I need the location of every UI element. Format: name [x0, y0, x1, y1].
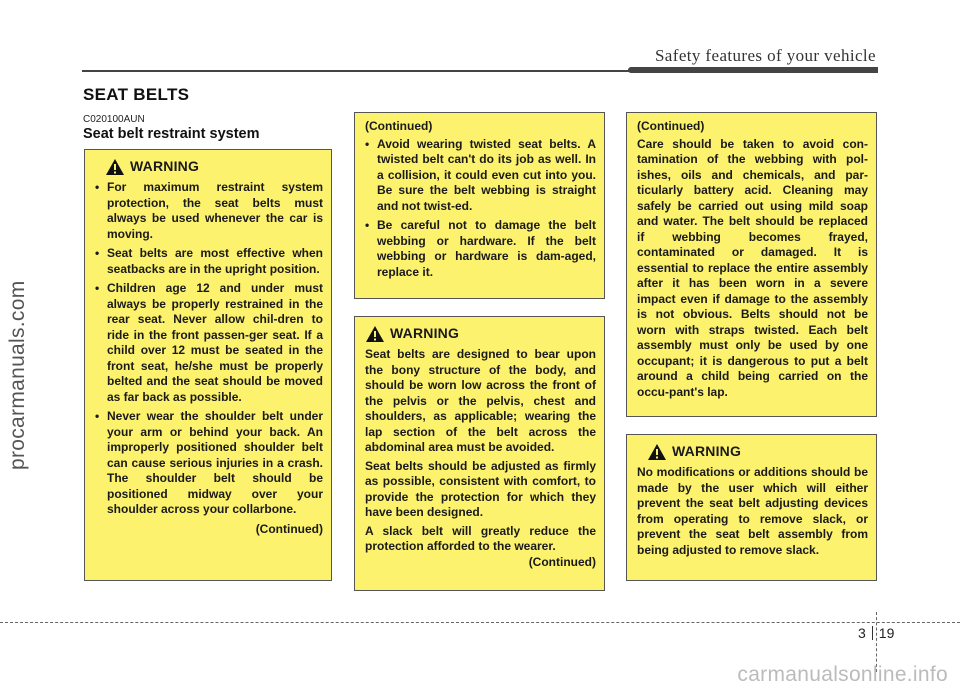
continued-note: (Continued) — [528, 554, 596, 569]
warning-paragraph: Seat belts are designed to bear upon the bony structure of the body, and should be worn low across the front of the pelvis or the pelvis, chest and shoulders, as applicable; wearing the lap section of the belt across the abdominal area must be avoided. — [365, 347, 596, 454]
header-rule-accent — [628, 67, 878, 73]
list-item: • For maximum restraint system protection, the seat belts must always be used whenever the car is moving. — [95, 180, 323, 242]
warning-heading — [365, 325, 596, 343]
footer-rule — [0, 622, 960, 623]
list-item: • Avoid wearing twisted seat belts. A twisted belt can't do its job as well. In a collision, it could even cut into you. Be sure the belt webbing is straight and not twist-ed. — [365, 137, 596, 215]
page-number-value: 19 — [878, 625, 895, 641]
warning-triangle-icon — [365, 325, 385, 343]
warning-label: WARNING — [390, 325, 460, 342]
side-watermark: procarmanuals.com — [6, 280, 29, 470]
warning-label: WARNING — [130, 158, 200, 175]
warning-paragraph: A slack belt will greatly reduce the protection afforded to the wearer. — [365, 523, 596, 553]
warning-heading — [637, 443, 868, 461]
page-header-title: Safety features of your vehicle — [654, 46, 876, 65]
warning-box-1 — [84, 149, 332, 581]
bottom-watermark: carmanualsonline.info — [737, 663, 948, 686]
continued-box-2 — [626, 112, 877, 417]
continued-box-1 — [354, 112, 605, 299]
warning-triangle-icon — [647, 443, 667, 461]
list-item: • Be careful not to damage the belt webbing or hardware. If the belt webbing or hardware is dam-aged, replace it. — [365, 218, 596, 280]
section-subtitle: Seat belt restraint system — [83, 126, 260, 142]
warning-heading — [95, 158, 323, 176]
warning-bullets — [95, 180, 323, 518]
page-number-separator — [872, 626, 873, 640]
continued-bullets — [365, 137, 596, 281]
warning-triangle-icon — [105, 158, 125, 176]
warning-paragraph: Seat belts should be adjusted as firmly as possible, consistent with comfort, to provide the protection for which they have been designed. — [365, 458, 596, 519]
section-title: SEAT BELTS — [83, 85, 190, 104]
page-number — [858, 625, 894, 641]
warning-box-3 — [626, 434, 877, 581]
continued-paragraph: Care should be taken to avoid con-tamination of the webbing with pol-ishes, oils and chemicals, and par-ticularly battery acid. Cleaning may safely be carried out using mild soap and water. The belt should be replaced if webbing becomes frayed, contaminated or damaged. It is essential to replace the entire assembly after it has been worn in a severe impact even if damage to the assembly is not obvious. Belts should not be worn with straps twisted. Each belt assembly must only be used by one occupant; it is dangerous to put a belt around a child being carried on the occu-pant's lap. — [637, 136, 868, 399]
chapter-number: 3 — [858, 625, 866, 641]
list-item: • Seat belts are most effective when seatbacks are in the upright position. — [95, 246, 323, 277]
list-item: • Children age 12 and under must always be properly restrained in the rear seat. Never allow chil-dren to ride in the front passen-ger seat. If a child over 12 must be seated in the front seat, he/she must be properly belted and the seat should be moved as far back as possible. — [95, 281, 323, 405]
warning-box-2 — [354, 316, 605, 591]
continued-label: (Continued) — [637, 119, 705, 133]
continued-note: (Continued) — [255, 521, 323, 536]
list-item: • Never wear the shoulder belt under your arm or behind your back. An improperly positioned shoulder belt can cause serious injuries in a crash. The shoulder belt should be positioned midway over your shoulder across your collarbone. — [95, 409, 323, 518]
warning-paragraph: No modifications or additions should be made by the user which will either prevent the seat belt adjusting devices from operating to remove slack, or prevent the seat belt assembly from being adjusted to remove slack. — [637, 465, 868, 557]
section-code: C020100AUN — [83, 114, 145, 125]
warning-label: WARNING — [672, 443, 742, 460]
continued-label: (Continued) — [365, 119, 433, 133]
